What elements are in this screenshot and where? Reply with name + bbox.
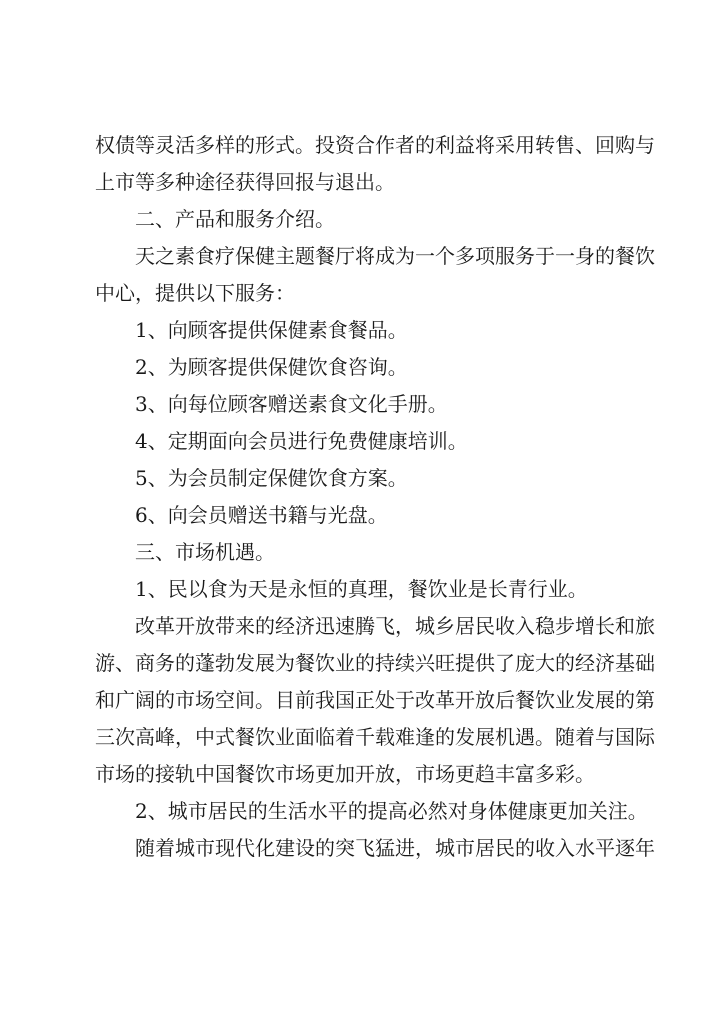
text-line: 和广阔的市场空间。目前我国正处于改革开放后餐饮业发展的第 [95, 688, 655, 712]
section-heading: 三、市场机遇。 [135, 540, 275, 564]
text-line: 改革开放带来的经济迅速腾飞，城乡居民收入稳步增长和旅 [135, 614, 655, 638]
list-item: 1、向顾客提供保健素食餐品。 [135, 318, 408, 342]
list-item: 4、定期面向会员进行免费健康培训。 [135, 429, 468, 453]
list-item: 5、为会员制定保健饮食方案。 [135, 466, 408, 490]
list-item: 3、向每位顾客赠送素食文化手册。 [135, 392, 448, 416]
text-line: 权债等灵活多样的形式。投资合作者的利益将采用转售、回购与 [95, 133, 655, 157]
list-item: 6、向会员赠送书籍与光盘。 [135, 503, 388, 527]
text-line: 游、商务的蓬勃发展为餐饮业的持续兴旺提供了庞大的经济基础 [95, 651, 655, 675]
text-line: 三次高峰，中式餐饮业面临着千载难逢的发展机遇。随着与国际 [95, 725, 655, 749]
text-line: 天之素食疗保健主题餐厅将成为一个多项服务于一身的餐饮 [135, 244, 655, 268]
text-line: 中心，提供以下服务： [95, 281, 295, 305]
list-item: 2、为顾客提供保健饮食咨询。 [135, 355, 408, 379]
subsection-heading: 1、民以食为天是永恒的真理，餐饮业是长青行业。 [135, 577, 588, 601]
section-heading: 二、产品和服务介绍。 [135, 207, 335, 231]
text-line: 随着城市现代化建设的突飞猛进，城市居民的收入水平逐年 [135, 836, 655, 860]
text-line: 上市等多种途径获得回报与退出。 [95, 170, 395, 194]
text-line: 市场的接轨中国餐饮市场更加开放，市场更趋丰富多彩。 [95, 762, 595, 786]
document-body [95, 127, 655, 867]
subsection-heading: 2、城市居民的生活水平的提高必然对身体健康更加关注。 [135, 799, 648, 823]
